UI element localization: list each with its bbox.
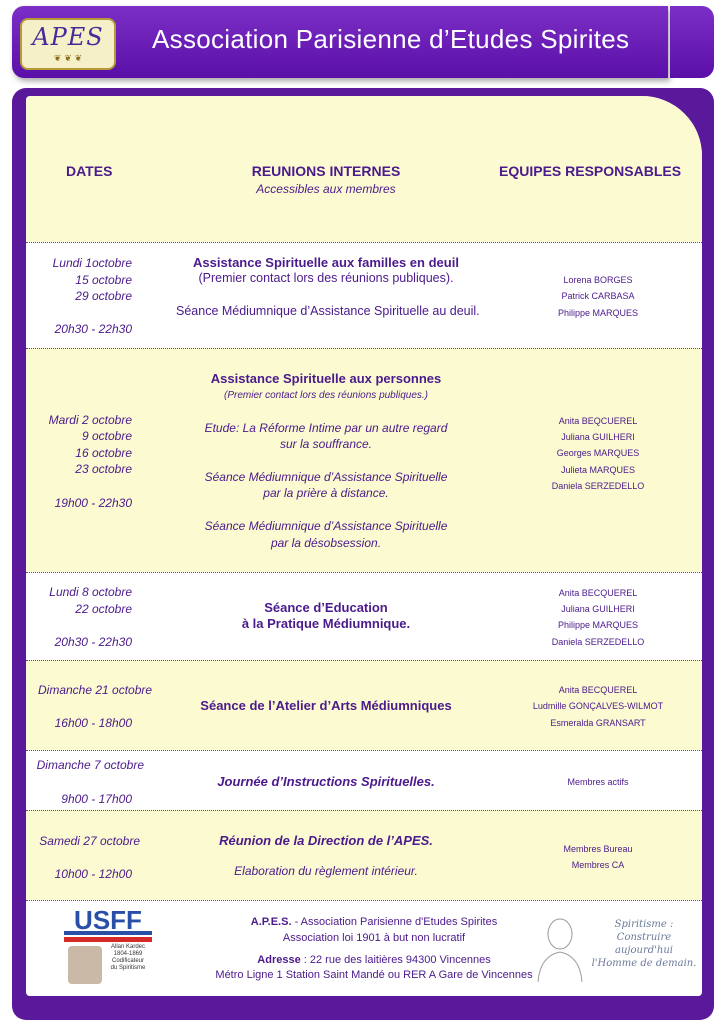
- row-time: 16h00 - 18h00: [54, 716, 132, 730]
- row-title: à la Pratique Médiumnique.: [241, 616, 411, 631]
- row-line: Séance Médiumnique d’Assistance Spirituelle: [204, 470, 448, 484]
- team-member: Membres CA: [571, 860, 625, 870]
- footer-assoc: - Association Parisienne d'Etudes Spirites: [291, 916, 498, 928]
- row-separator: [26, 572, 702, 573]
- signature-line: Spiritisme :: [614, 919, 674, 930]
- page-title: Association Parisienne d’Etudes Spirites: [152, 24, 630, 54]
- kardec-name: Allan Kardec: [110, 944, 146, 950]
- row-date: 16 octobre: [75, 446, 132, 460]
- row-date: 9 octobre: [81, 429, 132, 443]
- kardec-role: Codificateur: [111, 958, 144, 964]
- schedule-panel: [26, 96, 702, 996]
- kardec-portrait: [68, 946, 102, 984]
- row-date: Dimanche 21 octobre: [38, 683, 153, 697]
- kardec-sketch: [532, 910, 588, 982]
- row-line: Séance Médiumnique d’Assistance Spirituelle au deuil.: [176, 304, 480, 318]
- row-separator: [26, 750, 702, 751]
- row-date: Samedi 27 octobre: [39, 834, 140, 848]
- usff-logo-text: USFF: [74, 907, 142, 935]
- row-title: Assistance Spirituelle aux familles en deuil: [193, 255, 459, 270]
- row-separator: [26, 810, 702, 811]
- kardec-role-2: du Spiritisme: [110, 965, 146, 971]
- team-member: Ludmille GONÇALVES-WILMOT: [532, 701, 664, 711]
- apes-logo: [20, 18, 116, 70]
- team-member: Philippe MARQUES: [557, 620, 639, 630]
- row-date: 22 octobre: [75, 602, 132, 616]
- row-date: Lundi 8 octobre: [49, 585, 132, 599]
- row-separator: [26, 900, 702, 901]
- signature-line: l'Homme de demain.: [591, 958, 697, 969]
- row-separator: [26, 348, 702, 349]
- team-member: Anita BECQUEREL: [558, 588, 638, 598]
- column-header-reunions-sub: Accessibles aux membres: [256, 182, 396, 196]
- row-line: par la désobsession.: [270, 536, 382, 550]
- team-member: Juliana GUILHERI: [561, 604, 635, 614]
- row-date: 29 octobre: [75, 289, 132, 303]
- row-line: (Premier contact lors des réunions publiques).: [198, 271, 454, 285]
- column-header-equipes: EQUIPES RESPONSABLES: [499, 163, 682, 179]
- row-title: Réunion de la Direction de l’APES.: [219, 833, 433, 848]
- row-date: 15 octobre: [75, 273, 132, 287]
- row-title: Journée d’Instructions Spirituelles.: [217, 774, 435, 789]
- logo-text: APES: [32, 23, 104, 51]
- row-line: Elaboration du règlement intérieur.: [234, 864, 418, 878]
- team-member: Daniela SERZEDELLO: [551, 637, 645, 647]
- column-header-dates: DATES: [66, 163, 113, 179]
- footer-line-3: [204, 954, 544, 966]
- team-member: Membres Bureau: [563, 844, 633, 854]
- footer-apes: A.P.E.S.: [250, 916, 292, 928]
- row-date: Lundi 1octobre: [52, 256, 132, 270]
- team-member: Patrick CARBASA: [561, 291, 635, 301]
- row-separator: [26, 660, 702, 661]
- row-title: Séance de l’Atelier d’Arts Médiumniques: [200, 698, 452, 713]
- row-date: Dimanche 7 octobre: [36, 758, 144, 772]
- team-member: Lorena BORGES: [563, 275, 633, 285]
- row-time: 10h00 - 12h00: [54, 867, 132, 881]
- team-member: Membres actifs: [567, 777, 629, 787]
- row-line: sur la souffrance.: [279, 437, 373, 451]
- row-time: 19h00 - 22h30: [54, 496, 132, 510]
- row-title: Assistance Spirituelle aux personnes: [210, 371, 442, 386]
- logo-ornament-icon: ❦ ❦ ❦: [53, 54, 83, 64]
- team-member: Anita BEQCUEREL: [558, 416, 638, 426]
- team-member: Esmeralda GRANSART: [550, 718, 646, 728]
- footer-line-4: Métro Ligne 1 Station Saint Mandé ou RER A Gare de Vincennes: [215, 969, 533, 981]
- row-line: par la prière à distance.: [263, 486, 389, 500]
- team-member: Philippe MARQUES: [557, 308, 639, 318]
- column-header-reunions: REUNIONS INTERNES: [251, 163, 401, 179]
- signature-line: Construire aujourd'hui: [615, 932, 673, 956]
- row-title: Séance d’Education: [264, 600, 388, 615]
- row-line: Etude: La Réforme Intime par un autre regard: [204, 421, 448, 435]
- row-date: Mardi 2 octobre: [48, 413, 132, 427]
- row-separator: [26, 242, 702, 243]
- row-line: Séance Médiumnique d’Assistance Spirituelle: [204, 519, 448, 533]
- kardec-years: 1804-1869: [113, 951, 143, 957]
- kardec-caption: [104, 944, 152, 972]
- header-tab: [670, 6, 714, 78]
- usff-logo: [64, 907, 152, 943]
- team-member: Georges MARQUES: [556, 448, 640, 458]
- row-time: 9h00 - 17h00: [61, 792, 132, 806]
- team-member: Anita BECQUEREL: [558, 685, 638, 695]
- footer-address: : 22 rue des laitières 94300 Vincennes: [300, 954, 491, 966]
- team-member: Daniela SERZEDELLO: [551, 481, 645, 491]
- footer-line-1: [204, 916, 544, 928]
- row-time: 20h30 - 22h30: [54, 635, 132, 649]
- team-member: Juliana GUILHERI: [561, 432, 635, 442]
- team-member: Julieta MARQUES: [560, 465, 636, 475]
- row-date: 23 octobre: [75, 462, 132, 476]
- footer-address-label: Adresse: [257, 954, 301, 966]
- row-line: (Premier contact lors des réunions publiques.): [224, 390, 428, 401]
- footer-line-2: Association loi 1901 à but non lucratif: [282, 932, 466, 944]
- signature-text: [590, 918, 698, 970]
- row-time: 20h30 - 22h30: [54, 322, 132, 336]
- row-band-6: [26, 810, 702, 900]
